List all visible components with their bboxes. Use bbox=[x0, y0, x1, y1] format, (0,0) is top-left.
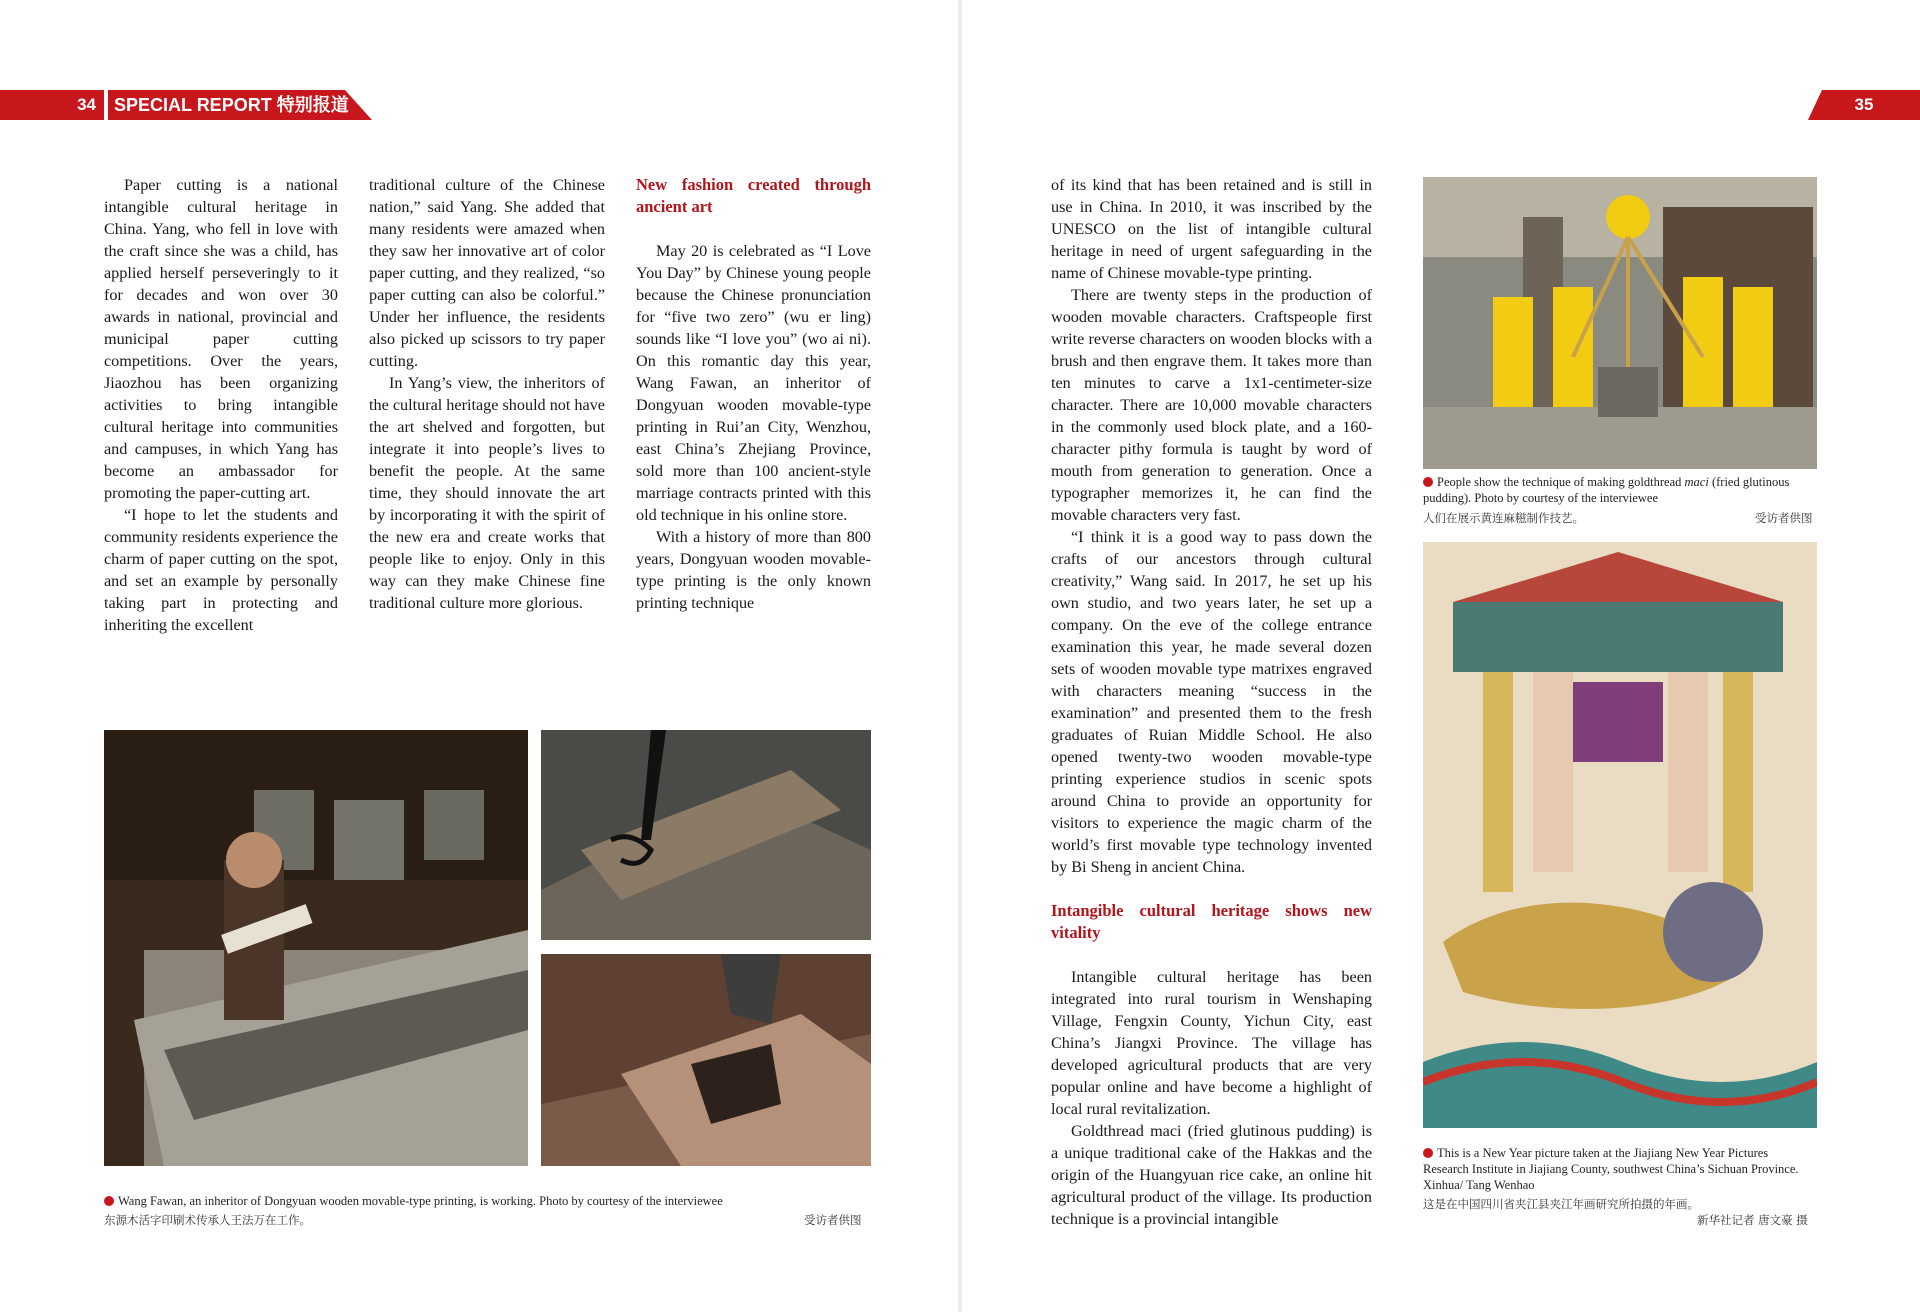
paragraph: May 20 is celebrated as “I Love You Day” by Chinese young people because the Chinese pronunciation for “five two zero” (wu er ling) sounds like “I love you” (wo ai ni). On this romantic day this year, Wang Fawan, an inheritor of Dongyuan wooden movable-type printing in Rui’an City, Wenzhou, east China’s Zhejiang Province, sold more than 100 ancient-style marriage contracts printed with this old technique in his online store. bbox=[636, 242, 871, 524]
right-column-1 bbox=[1051, 174, 1372, 1230]
paragraph: Paper cutting is a national intangible cultural heritage in China. Yang, who fell in love with the craft since she was a child, has applied herself perseveringly to it for decades and won over 30 awards in national, provincial and municipal paper cutting competitions. Over the years, Jiaozhou has been organizing activities to bring intangible cultural heritage into communities and campuses, in which Yang has become an ambassador for promoting the paper-cutting art. bbox=[104, 176, 338, 502]
paragraph: With a history of more than 800 years, Dongyuan wooden movable-type printing is the only known printing technique bbox=[636, 528, 871, 612]
photo-goldthread-maci bbox=[1423, 177, 1817, 469]
spread-gutter bbox=[958, 0, 962, 1312]
photo-caption: This is a New Year picture taken at the Jiajiang New Year Pictures Research Institute in Jiajiang County, southwest China’s Sichuan Province. Xinhua/ Tang Wenhao bbox=[1423, 1146, 1799, 1192]
photo-printing-workshop bbox=[104, 730, 528, 1166]
photo-caption: Wang Fawan, an inheritor of Dongyuan wooden movable-type printing, is working. Photo by courtesy of the interviewee bbox=[104, 1193, 871, 1209]
paragraph: “I think it is a good way to pass down the crafts of our ancestors through cultural creativity,” Wang said. In 2017, he set up his own studio, and two years later, he set up a company. On the eve of the college entrance examination this year, he made several dozen sets of wooden movable type matrixes engraved with characters meaning “success in the examination” and presented them to the fresh graduates of Ruian Middle School. He also opened twenty-two wooden movable-type printing experience studios in scenic spots around China to provide an opportunity for visitors to experience the magic charm of the world’s first movable type technology invented by Bi Sheng in ancient China. bbox=[1051, 528, 1372, 876]
paragraph: Intangible cultural heritage has been integrated into rural tourism in Wenshaping Village, Fengxin County, Yichun City, east China’s Jiangxi Province. The village has developed agricultural products that are very popular online and have become a highlight of local rural revitalization. bbox=[1051, 968, 1372, 1118]
photo-credit-chinese: 受访者供图 bbox=[804, 1213, 862, 1227]
paragraph: In Yang’s view, the inheritors of the cultural heritage should not have the art shelved and forgotten, but integrate it into people’s lives to benefit the people. At the same time, they should innovate the art by incorporating it with the spirit of the new era and create works that people like to enjoy. Only in this way can they make Chinese fine traditional culture more glorious. bbox=[369, 374, 605, 612]
left-column-3 bbox=[636, 174, 871, 614]
photo-new-year-picture bbox=[1423, 542, 1817, 1128]
photo-caption-chinese: 人们在展示黄连麻糍制作技艺。 bbox=[1423, 511, 1584, 525]
paragraph: There are twenty steps in the production of wooden movable characters. Craftspeople first write reverse characters on wooden blocks with a brush and then engrave them. It takes more than ten minutes to carve a 1x1-centimeter-size character. There are 10,000 movable characters in the commonly used block plate, and a 160-character pithy formula is taught by word of mouth from generation to generation. Once a typographer memorizes it, he can find the movable characters very fast. bbox=[1051, 286, 1372, 524]
header-divider bbox=[104, 90, 108, 120]
caption-marker-icon bbox=[104, 1196, 114, 1206]
left-column-1 bbox=[104, 174, 338, 636]
photo-credit-chinese: 新华社记者 唐文豪 摄 bbox=[1697, 1213, 1808, 1227]
paragraph: Goldthread maci (fried glutinous pudding) is a unique traditional cake of the Hakkas and the origin of the Huangyuan rice cake, an online hit agricultural product of the village. Its production technique is a provincial intangible bbox=[1051, 1122, 1372, 1228]
photo-caption-chinese: 这是在中国四川省夹江县夹江年画研究所拍摄的年画。 bbox=[1423, 1197, 1699, 1211]
photo-carving-brush bbox=[541, 730, 871, 940]
section-heading: New fashion created through ancient art bbox=[636, 175, 871, 216]
right-page-number: 35 bbox=[1854, 95, 1874, 114]
paragraph: of its kind that has been retained and is still in use in China. In 2010, it was inscribed by the UNESCO on the list of intangible cultural heritage in need of urgent safeguarding in the name of Chinese movable-type printing. bbox=[1051, 176, 1372, 282]
photo-credit-chinese: 受访者供图 bbox=[1755, 511, 1813, 525]
caption-marker-icon bbox=[1423, 477, 1433, 487]
paragraph: “I hope to let the students and community residents experience the charm of paper cutting on the spot, and set an example by personally taking part in protecting and inheriting the excellent bbox=[104, 506, 338, 634]
section-title: SPECIAL REPORT 特别报道 bbox=[114, 95, 349, 115]
photo-caption: People show the technique of making goldthread maci (fried glutinous pudding). Photo by courtesy of the interviewee bbox=[1423, 475, 1790, 505]
caption-marker-icon bbox=[1423, 1148, 1433, 1158]
paragraph: traditional culture of the Chinese nation,” said Yang. She added that many residents were amazed when they saw her innovative art of color paper cutting, and they realized, “so paper cutting can also be colorful.” Under her influence, the residents also picked up scissors to try paper cutting. bbox=[369, 176, 605, 370]
left-page-number: 34 bbox=[77, 95, 96, 114]
photo-engraved-block bbox=[541, 954, 871, 1166]
section-heading: Intangible cultural heritage shows new vitality bbox=[1051, 901, 1372, 942]
photo-caption-chinese: 东源木活字印刷术传承人王法万在工作。 bbox=[104, 1213, 311, 1227]
left-column-2 bbox=[369, 174, 605, 614]
